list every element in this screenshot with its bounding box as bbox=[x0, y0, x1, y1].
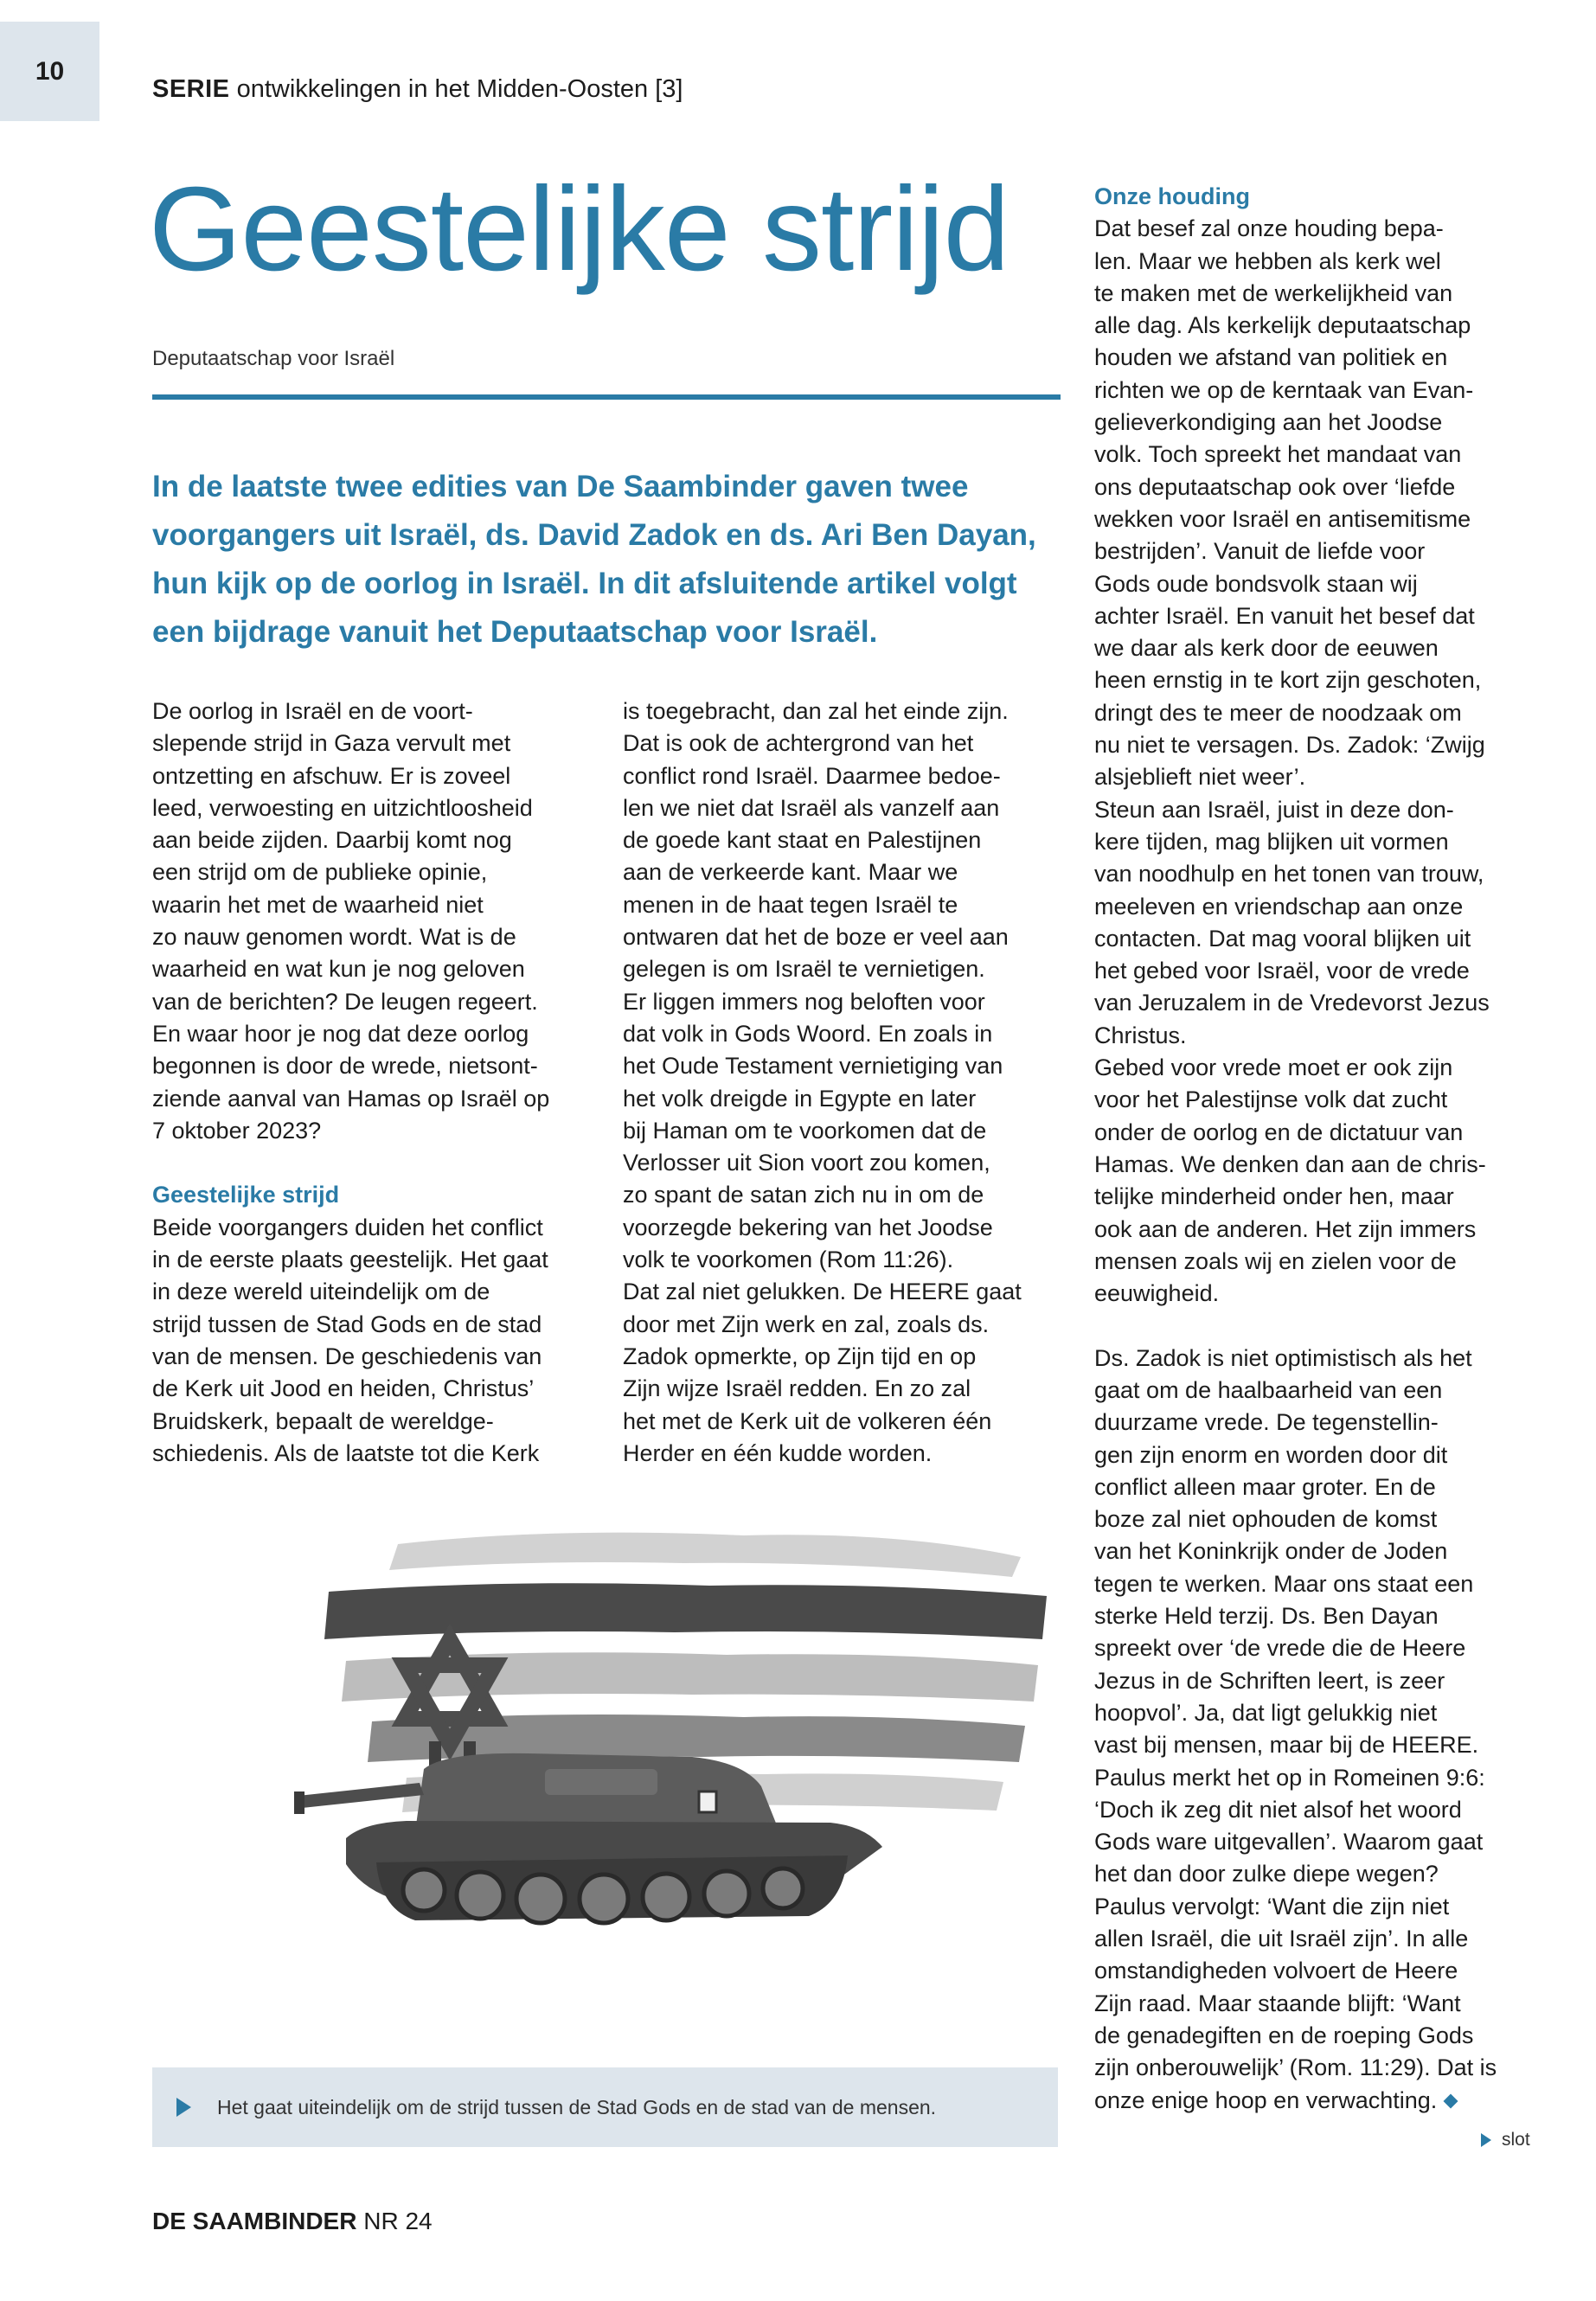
text-line: conflict rond Israël. Daarmee bedoe- bbox=[623, 762, 1001, 789]
text-line: volk. Toch spreekt het mandaat van bbox=[1094, 441, 1462, 468]
text-line: van de mensen. De geschiedenis van bbox=[152, 1343, 542, 1369]
image-caption bbox=[152, 2067, 1058, 2147]
series-label: SERIE bbox=[152, 75, 230, 103]
text-line: wekken voor Israël en antisemitisme bbox=[1094, 505, 1471, 532]
text-line: Dat zal niet gelukken. De HEERE gaat bbox=[623, 1279, 1022, 1305]
text-line: aan de verkeerde kant. Maar we bbox=[623, 859, 958, 886]
text-line: dringt des te meer de noodzaak om bbox=[1094, 699, 1462, 726]
text-line: de Kerk uit Jood en heiden, Christus’ bbox=[152, 1375, 535, 1402]
text-line: is toegebracht, dan zal het einde zijn. bbox=[623, 698, 1009, 724]
text-line: ‘Doch ik zeg dit niet alsof het woord bbox=[1094, 1796, 1462, 1823]
text-line: waarheid en wat kun je nog geloven bbox=[152, 956, 525, 983]
text-line: menen in de haat tegen Israël te bbox=[623, 891, 958, 918]
column-3-part-2 bbox=[1094, 1343, 1561, 2117]
text-line: ontzetting en afschuw. Er is zoveel bbox=[152, 762, 511, 789]
page-number: 10 bbox=[35, 56, 65, 86]
text-line: zo spant de satan zich nu in om de bbox=[623, 1182, 984, 1208]
text-line: zo nauw genomen wordt. Wat is de bbox=[152, 924, 516, 951]
text-line: strijd tussen de Stad Gods en de stad bbox=[152, 1311, 542, 1337]
column-1-section bbox=[152, 1212, 602, 1470]
column-1-intro bbox=[152, 695, 602, 1147]
paragraph-gap bbox=[152, 1147, 602, 1179]
text-line: slepende strijd in Gaza vervult met bbox=[152, 730, 511, 757]
text-line: De oorlog in Israël en de voort- bbox=[152, 698, 473, 724]
text-line: Gods oude bondsvolk staan wij bbox=[1094, 570, 1418, 597]
text-line: omstandigheden volvoert de Heere bbox=[1094, 1958, 1458, 1984]
text-line: onder de oorlog en de dictatuur van bbox=[1094, 1118, 1464, 1145]
text-line: houden we afstand van politiek en bbox=[1094, 344, 1448, 371]
text-line: waarin het met de waarheid niet bbox=[152, 891, 484, 918]
text-line: Jezus in de Schriften leert, is zeer bbox=[1094, 1667, 1445, 1694]
footer-brand: DE SAAMBINDER bbox=[152, 2208, 357, 2234]
slot-arrow-icon bbox=[1481, 2133, 1491, 2147]
paragraph-gap bbox=[1094, 1310, 1561, 1342]
text-line: boze zal niet ophouden de komst bbox=[1094, 1506, 1438, 1533]
text-line: Zadok opmerkte, op Zijn tijd en op bbox=[623, 1343, 977, 1369]
text-line: bij Haman om te voorkomen dat de bbox=[623, 1117, 987, 1144]
text-line: onze enige hoop en verwachting. bbox=[1094, 2085, 1561, 2117]
text-line: de goede kant staat en Palestijnen bbox=[623, 827, 982, 854]
article-author: Deputaatschap voor Israël bbox=[152, 347, 395, 370]
text-line: ons deputaatschap ook over ‘liefde bbox=[1094, 473, 1456, 500]
text-line: Beide voorgangers duiden het conflict bbox=[152, 1214, 543, 1240]
text-line: En waar hoor je nog dat deze oorlog bbox=[152, 1020, 529, 1047]
column-3-part-1 bbox=[1094, 213, 1561, 1310]
text-line: gen zijn enorm en worden door dit bbox=[1094, 1441, 1448, 1468]
text-line: Herder en één kudde worden. bbox=[623, 1439, 933, 1466]
text-line: len. Maar we hebben als kerk wel bbox=[1094, 247, 1441, 274]
text-line: het dan door zulke diepe wegen? bbox=[1094, 1861, 1439, 1888]
text-line: door met Zijn werk en zal, zoals ds. bbox=[623, 1311, 990, 1337]
text-line: voor het Palestijnse volk dat zucht bbox=[1094, 1086, 1448, 1113]
text-line: gelegen is om Israël te vernietigen. bbox=[623, 956, 985, 983]
page-number-box bbox=[0, 22, 99, 121]
text-line: van de berichten? De leugen regeert. bbox=[152, 988, 538, 1015]
text-line: ziende aanval van Hamas op Israël op bbox=[152, 1085, 550, 1112]
text-line: een strijd om de publieke opinie, bbox=[152, 859, 488, 886]
text-line: Hamas. We denken dan aan de chris- bbox=[1094, 1150, 1486, 1177]
text-line: Bruidskerk, bepaalt de wereldge- bbox=[152, 1407, 494, 1434]
text-line: het Oude Testament vernietiging van bbox=[623, 1053, 1003, 1080]
text-line: Er liggen immers nog beloften voor bbox=[623, 988, 985, 1015]
lead-line: In de laatste twee edities van De Saambinder gaven twee bbox=[152, 470, 969, 503]
text-line: aan beide zijden. Daarbij komt nog bbox=[152, 827, 512, 854]
text-line: het gebed voor Israël, voor de vrede bbox=[1094, 958, 1470, 984]
text-line: Ds. Zadok is niet optimistisch als het bbox=[1094, 1344, 1472, 1371]
lead-line: hun kijk op de oorlog in Israël. In dit afsluitende artikel volgt bbox=[152, 567, 1017, 600]
footer bbox=[152, 2208, 433, 2235]
title-divider bbox=[152, 394, 1061, 400]
text-line: te maken met de werkelijkheid van bbox=[1094, 279, 1453, 306]
text-line: conflict alleen maar groter. En de bbox=[1094, 1473, 1436, 1500]
subheading-onze-houding: Onze houding bbox=[1094, 183, 1250, 209]
text-line: bestrijden’. Vanuit de liefde voor bbox=[1094, 538, 1426, 565]
text-line: Steun aan Israël, juist in deze don- bbox=[1094, 796, 1454, 823]
text-line: spreekt over ‘de vrede die de Heere bbox=[1094, 1635, 1466, 1662]
text-line: alsjeblieft niet weer’. bbox=[1094, 764, 1306, 791]
lead-line: een bijdrage vanuit het Deputaatschap voor Israël. bbox=[152, 615, 878, 649]
column-1 bbox=[152, 695, 602, 1470]
text-line: Paulus merkt het op in Romeinen 9:6: bbox=[1094, 1764, 1485, 1791]
text-line: ook aan de anderen. Het zijn immers bbox=[1094, 1215, 1477, 1242]
text-line: alle dag. Als kerkelijk deputaatschap bbox=[1094, 312, 1471, 339]
slot-indicator bbox=[1481, 2130, 1530, 2150]
text-line: meeleven en vriendschap aan onze bbox=[1094, 893, 1464, 920]
text-line: Paulus vervolgt: ‘Want die zijn niet bbox=[1094, 1893, 1450, 1920]
text-line: Zijn wijze Israël redden. En zo zal bbox=[623, 1375, 971, 1402]
text-line: contacten. Dat mag vooral blijken uit bbox=[1094, 925, 1471, 952]
column-3 bbox=[1094, 181, 1561, 2117]
text-line: telijke minderheid onder hen, maar bbox=[1094, 1183, 1454, 1210]
text-line: leed, verwoesting en uitzichtloosheid bbox=[152, 794, 533, 821]
text-line: len we niet dat Israël als vanzelf aan bbox=[623, 794, 1000, 821]
text-line: van noodhulp en het tonen van trouw, bbox=[1094, 861, 1484, 888]
footer-issue: NR 24 bbox=[363, 2208, 433, 2234]
article-lead bbox=[152, 463, 1065, 657]
column-2-body bbox=[623, 695, 1073, 1470]
text-line: Christus. bbox=[1094, 1022, 1187, 1048]
text-line: het volk dreigde in Egypte en later bbox=[623, 1085, 977, 1112]
text-line: eeuwigheid. bbox=[1094, 1280, 1220, 1307]
slot-label: slot bbox=[1502, 2130, 1530, 2150]
text-line: van het Koninkrijk onder de Joden bbox=[1094, 1538, 1448, 1565]
lead-line: voorgangers uit Israël, ds. David Zadok en ds. Ari Ben Dayan, bbox=[152, 518, 1036, 552]
article-title: Geestelijke strijd bbox=[149, 163, 1010, 296]
article-end-mark-icon bbox=[1444, 2094, 1458, 2109]
text-line: 7 oktober 2023? bbox=[152, 1117, 322, 1144]
text-line: heen ernstig in te kort zijn geschoten, bbox=[1094, 667, 1482, 694]
text-line: het met de Kerk uit de volkeren één bbox=[623, 1407, 992, 1434]
tank-flag-illustration bbox=[294, 1509, 1073, 2020]
text-line: Gebed voor vrede moet er ook zijn bbox=[1094, 1054, 1453, 1081]
text-line: hoopvol’. Ja, dat ligt gelukkig niet bbox=[1094, 1699, 1438, 1726]
text-line: zijn onberouwelijk’ (Rom. 11:29). Dat is bbox=[1094, 2054, 1497, 2081]
caption-arrow-icon bbox=[176, 2098, 191, 2117]
text-line: gaat om de haalbaarheid van een bbox=[1094, 1376, 1443, 1403]
text-line: Gods ware uitgevallen’. Waarom gaat bbox=[1094, 1829, 1484, 1856]
text-line: Dat is ook de achtergrond van het bbox=[623, 730, 974, 757]
text-line: van Jeruzalem in de Vredevorst Jezus bbox=[1094, 990, 1490, 1016]
text-line: schiedenis. Als de laatste tot die Kerk bbox=[152, 1439, 540, 1466]
series-title: ontwikkelingen in het Midden-Oosten [3] bbox=[236, 75, 683, 103]
text-line: sterke Held terzij. Ds. Ben Dayan bbox=[1094, 1603, 1439, 1630]
text-line: dat volk in Gods Woord. En zoals in bbox=[623, 1020, 993, 1047]
text-line: richten we op de kerntaak van Evan- bbox=[1094, 376, 1474, 403]
text-line: duurzame vrede. De tegenstellin- bbox=[1094, 1409, 1439, 1436]
text-line: allen Israël, die uit Israël zijn’. In alle bbox=[1094, 1926, 1469, 1952]
text-line: in de eerste plaats geestelijk. Het gaat bbox=[152, 1247, 548, 1273]
text-line: volk te voorkomen (Rom 11:26). bbox=[623, 1247, 954, 1273]
text-line: ontwaren dat het de boze er veel aan bbox=[623, 924, 1009, 951]
text-line: kere tijden, mag blijken uit vormen bbox=[1094, 828, 1449, 855]
caption-text: Het gaat uiteindelijk om de strijd tussen de Stad Gods en de stad van de mensen. bbox=[217, 2095, 937, 2118]
text-line: we daar als kerk door de eeuwen bbox=[1094, 635, 1439, 662]
text-line: begonnen is door de wrede, nietsont- bbox=[152, 1053, 538, 1080]
subheading-geestelijke-strijd: Geestelijke strijd bbox=[152, 1182, 340, 1208]
text-line: Zijn raad. Maar staande blijft: ‘Want bbox=[1094, 1990, 1461, 2016]
text-line: mensen zoals wij en zielen voor de bbox=[1094, 1247, 1457, 1274]
text-line: Verlosser uit Sion voort zou komen, bbox=[623, 1150, 990, 1176]
text-line: de genadegiften en de roeping Gods bbox=[1094, 2022, 1474, 2048]
text-line: gelieverkondiging aan het Joodse bbox=[1094, 409, 1443, 436]
column-2 bbox=[623, 695, 1073, 1470]
text-line: voorzegde bekering van het Joodse bbox=[623, 1214, 993, 1240]
text-line: tegen te werken. Maar ons staat een bbox=[1094, 1570, 1474, 1597]
series-header bbox=[152, 74, 683, 105]
text-line: achter Israël. En vanuit het besef dat bbox=[1094, 602, 1475, 629]
text-line: vast bij mensen, maar bij de HEERE. bbox=[1094, 1732, 1479, 1759]
text-line: Dat besef zal onze houding bepa- bbox=[1094, 215, 1444, 242]
text-line: nu niet te versagen. Ds. Zadok: ‘Zwijg bbox=[1094, 732, 1485, 759]
tank-icon bbox=[294, 1741, 882, 1923]
text-line: in deze wereld uiteindelijk om de bbox=[152, 1279, 490, 1305]
